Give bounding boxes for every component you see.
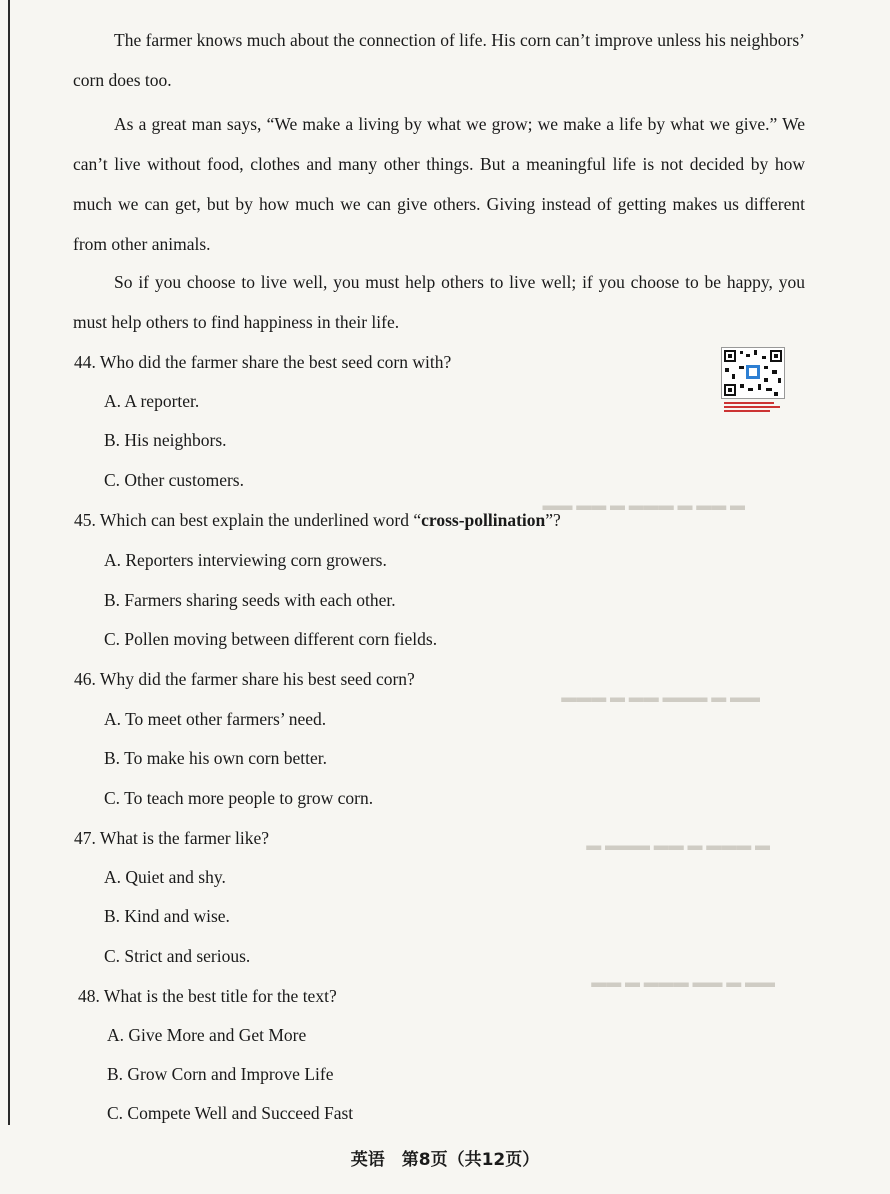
underlined-word: cross-pollination (421, 510, 546, 530)
question-46-option-a[interactable]: A. To meet other farmers’ need. (104, 709, 327, 729)
question-44-option-b[interactable]: B. His neighbors. (104, 430, 227, 450)
question-48-option-c[interactable]: C. Compete Well and Succeed Fast (107, 1103, 354, 1123)
question-45-option-c[interactable]: C. Pollen moving between different corn fields. (104, 629, 438, 649)
question-45-stem: 45. Which can best explain the underlined word “cross-pollination”? (74, 510, 561, 530)
qr-caption-decor (722, 400, 792, 414)
page-footer: 英语 第8页（共12页） (350, 1150, 540, 1170)
bleed-through-decor: ▬ ▬▬▬ ▬ ▬▬ ▬▬▬ ▬ (586, 838, 770, 854)
binding-margin-line (8, 0, 10, 1125)
question-44-option-c[interactable]: C. Other customers. (104, 470, 244, 490)
passage-paragraph: The farmer knows much about the connection of life. His corn can’t improve unless his neighbors’ corn does too. (73, 30, 805, 90)
question-44-option-a[interactable]: A. A reporter. (104, 391, 200, 411)
question-46-option-c[interactable]: C. To teach more people to grow corn. (104, 788, 374, 808)
question-46-option-b[interactable]: B. To make his own corn better. (104, 748, 327, 768)
question-48-option-a[interactable]: A. Give More and Get More (107, 1025, 307, 1045)
question-48-option-b[interactable]: B. Grow Corn and Improve Life (107, 1064, 334, 1084)
bleed-through-decor: ▬▬ ▬ ▬▬ ▬▬▬ ▬ ▬▬ (591, 975, 775, 991)
question-47-option-b[interactable]: B. Kind and wise. (104, 906, 230, 926)
question-46-stem: 46. Why did the farmer share his best seed corn? (74, 669, 415, 689)
question-47-stem: 47. What is the farmer like? (74, 828, 270, 848)
question-47-option-a[interactable]: A. Quiet and shy. (104, 867, 226, 887)
passage-paragraph: So if you choose to live well, you must help others to live well; if you choose to be happy, you must help others to find happiness in their life. (73, 272, 805, 332)
question-47-option-c[interactable]: C. Strict and serious. (104, 946, 251, 966)
bleed-through-decor: ▬▬ ▬ ▬▬▬ ▬▬ ▬ ▬▬▬ (561, 690, 760, 706)
question-48-stem: 48. What is the best title for the text? (78, 986, 337, 1006)
passage-paragraph: As a great man says, “We make a living by what we grow; we make a life by what we give.” We can’t live without food, clothes and many other things. But a meaningful life is not decided by how much we can get, but by how much we can give others. Giving instead of getting makes us different from other animals. (73, 114, 805, 254)
question-44-stem: 44. Who did the farmer share the best seed corn with? (74, 352, 452, 372)
qr-code-icon (721, 347, 785, 399)
question-45-option-b[interactable]: B. Farmers sharing seeds with each other. (104, 590, 396, 610)
bleed-through-decor: ▬ ▬▬ ▬ ▬▬▬ ▬ ▬▬ ▬▬ (542, 498, 745, 514)
question-45-option-a[interactable]: A. Reporters interviewing corn growers. (104, 550, 387, 570)
